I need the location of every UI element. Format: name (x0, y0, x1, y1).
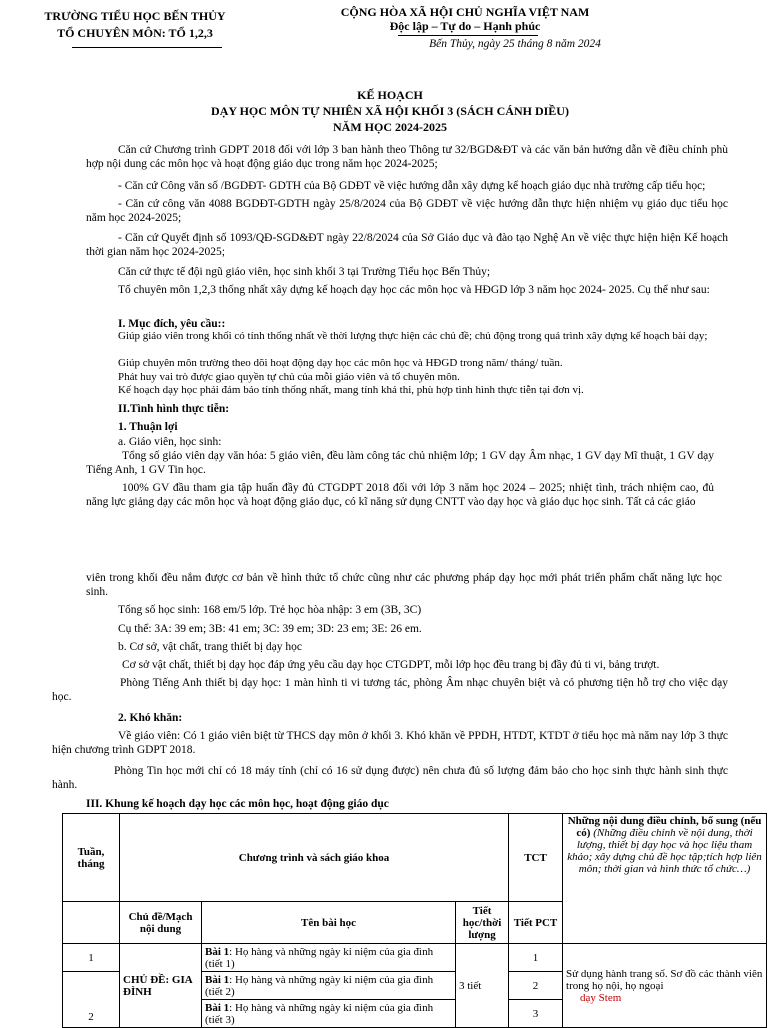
note-text: Sử dụng hành trang số. Sơ đồ các thành viên trong họ nội, họ ngoại (566, 967, 763, 992)
paragraph: - Căn cứ công văn 4088 BGDĐT-GDTH ngày 25/8/2024 của Bộ GDĐT về việc hướng dẫn thực hiện nhiệm vụ giáo dục tiểu học năm học 2024-2025; (86, 198, 728, 224)
period-cell: 3 tiết (456, 944, 509, 1028)
team-name: TỔ CHUYÊN MÔN: TỔ 1,2,3 (57, 26, 213, 40)
lesson-title: : Họ hàng và những ngày kỉ niệm của gia đình (tiết 3) (205, 1001, 434, 1026)
document-title (60, 87, 720, 135)
lesson-number: Bài 1 (205, 945, 230, 958)
divider (72, 47, 222, 48)
plan-table (62, 813, 767, 1028)
paragraph: Về giáo viên: Có 1 giáo viên biệt từ THCS dạy môn ở khối 3. Khó khăn về PPDH, HTDT, KTDT ở tiểu học mà năm nay lớp 3 thực hiện chương trình GDPT 2018. (52, 730, 728, 756)
section-heading: I. Mục đích, yêu cầu:: (118, 318, 226, 330)
header-program: Chương trình và sách giáo khoa (120, 814, 509, 902)
header-tiet: Tiết PCT (509, 902, 563, 944)
header-adjustments (563, 814, 767, 944)
note-cell (563, 944, 767, 1028)
paragraph: Giúp chuyên môn trường theo dõi hoạt động dạy học các môn học và HĐGD trong năm/ tháng/ tuần. (118, 357, 563, 369)
header-tct: TCT (509, 814, 563, 902)
paragraph: Cụ thể: 3A: 39 em; 3B: 41 em; 3C: 39 em; 3D: 23 em; 3E: 26 em. (118, 623, 422, 635)
paragraph: - Căn cứ Quyết định số 1093/QĐ-SGD&ĐT ngày 22/8/2024 của Sở Giáo dục và đào tạo Nghệ An về việc thực hiện hiện Kế hoạch thời gian năm học 2024-2025; (86, 232, 728, 258)
paragraph: Tổng số giáo viên dạy văn hóa: 5 giáo viên, đều làm công tác chủ nhiệm lớp; 1 GV dạy Âm nhạc, 1 GV dạy Mĩ thuật, 1 GV dạy Tiếng Anh, 1 GV Tin học. (86, 450, 714, 476)
paragraph: viên trong khối đều nắm được cơ bản về hình thức tổ chức cũng như các phương pháp dạy học mới phát triển phẩm chất năng lực học sinh. (86, 572, 722, 598)
header-topic: Chủ đề/Mạch nội dung (120, 902, 202, 944)
school-name: TRƯỜNG TIỂU HỌC BẾN THỦY (44, 9, 226, 23)
lesson-title: : Họ hàng và những ngày kỉ niệm của gia đình (tiết 1) (205, 945, 434, 970)
paragraph: Giúp giáo viên trong khối có tính thống nhất về thời lượng thực hiện các chủ đề; chủ động trong quá trình xây dựng kế hoạch bài dạy; (118, 330, 708, 342)
paragraph: Căn cứ thực tế đội ngũ giáo viên, học sinh khối 3 tại Trường Tiểu học Bến Thủy; (118, 266, 491, 278)
note-highlight: dạy Stem (580, 991, 622, 1004)
tiet-cell: 1 (509, 944, 563, 972)
paragraph: - Căn cứ Công văn số /BGDĐT- GDTH của Bộ GDĐT về việc hướng dẫn xây dựng kế hoạch giáo dục nhà trường cấp tiểu học; (118, 180, 706, 192)
paragraph: Tổ chuyên môn 1,2,3 thống nhất xây dựng kế hoạch dạy học các môn học và HĐGD lớp 3 năm học 2024- 2025. Cụ thể như sau: (118, 284, 710, 296)
header-week: Tuần, tháng (63, 814, 120, 902)
section-heading: II.Tình hình thực tiễn: (118, 403, 230, 415)
lesson-cell (202, 944, 456, 972)
header-adjust-italic: (Những điều chỉnh về nội dung, thời lượng, thiết bị dạy học và học liệu tham khảo; xây dựng chủ đề học tập;tích hợp liên môn; thời gian và hình thức tổ chức…) (567, 827, 762, 875)
header-adjust-bold: Những nội dung điều chỉnh, bổ sung (nếu có) (567, 815, 762, 839)
lesson-cell (202, 1000, 456, 1028)
paragraph: a. Giáo viên, học sinh: (118, 436, 222, 448)
tiet-cell: 3 (509, 1000, 563, 1028)
lesson-title: : Họ hàng và những ngày kỉ niệm của gia đình (tiết 2) (205, 973, 434, 998)
subsection-heading: 1. Thuận lợi (118, 421, 178, 433)
paragraph: Phòng Tiếng Anh thiết bị dạy học: 1 màn hình ti vi tương tác, phòng Âm nhạc chuyên biệt và có phương tiện hỗ trợ cho việc dạy học. (52, 677, 728, 703)
empty-cell (63, 902, 120, 944)
paragraph: Phòng Tin học mới chỉ có 18 máy tính (chỉ có 16 sử dụng được) nên chưa đủ số lượng đảm bảo cho học sinh thực hành sinh thực hành. (52, 765, 728, 791)
paragraph: Phát huy vai trò được giao quyền tự chủ của mỗi giáo viên và tổ chuyên môn. (118, 371, 460, 383)
header-period: Tiết học/thời lượng (456, 902, 509, 944)
national-header (300, 5, 630, 33)
lesson-number: Bài 1 (205, 973, 230, 986)
motto: Độc lập – Tự do – Hạnh phúc (389, 19, 541, 33)
divider (398, 35, 538, 36)
paragraph: 100% GV đầu tham gia tập huấn đầy đủ CTGDPT 2018 đối với lớp 3 năm học 2024 – 2025; nhiệt tình, trách nhiệm cao, đủ năng lực giảng dạy các môn học và hoạt động giáo dục, có kĩ năng sử dụng CNTT vào dạy học và giáo dục học sinh. Tất cả các giáo (86, 482, 714, 508)
paragraph: b. Cơ sở, vật chất, trang thiết bị dạy học (118, 641, 302, 653)
title-line-2: DẠY HỌC MÔN TỰ NHIÊN XÃ HỘI KHỐI 3 (SÁCH CÁNH DIỀU) (211, 104, 569, 118)
table-header-row (63, 814, 767, 902)
paragraph: Căn cứ Chương trình GDPT 2018 đối với lớp 3 ban hành theo Thông tư 32/BGD&ĐT và các văn bản hướng dẫn về điều chỉnh phù hợp nội dung các môn học và hoạt động giáo dục trong năm học 2024-2025; (86, 144, 728, 170)
section-heading: III. Khung kế hoạch dạy học các môn học, hoạt động giáo dục (86, 798, 389, 810)
week-cell: 1 (63, 944, 120, 972)
topic-cell: CHỦ ĐỀ: GIA ĐÌNH (120, 944, 202, 1028)
subsection-heading: 2. Khó khăn: (118, 712, 183, 724)
title-line-1: KẾ HOẠCH (357, 88, 423, 102)
week-cell: 2 (63, 972, 120, 1028)
lesson-number: Bài 1 (205, 1001, 230, 1014)
paragraph: Kế hoạch dạy học phải đảm bảo tính thống nhất, mang tính khả thi, phù hợp tình hình thực tiễn tại đơn vị. (118, 384, 584, 396)
paragraph: Cơ sở vật chất, thiết bị dạy học đáp ứng yêu cầu dạy học CTGDPT, mỗi lớp học đều trang bị đầy đủ ti vi, bảng trượt. (122, 659, 660, 671)
country-name: CỘNG HÒA XÃ HỘI CHỦ NGHĨA VIỆT NAM (340, 5, 590, 19)
paragraph: Tổng số học sinh: 168 em/5 lớp. Trẻ học hòa nhập: 3 em (3B, 3C) (118, 604, 422, 616)
header-lesson: Tên bài học (202, 902, 456, 944)
lesson-cell (202, 972, 456, 1000)
title-line-3: NĂM HỌC 2024-2025 (333, 120, 447, 134)
school-header (40, 8, 230, 42)
document-date: Bến Thủy, ngày 25 tháng 8 năm 2024 (429, 38, 601, 50)
tiet-cell: 2 (509, 972, 563, 1000)
table-row (63, 944, 767, 972)
